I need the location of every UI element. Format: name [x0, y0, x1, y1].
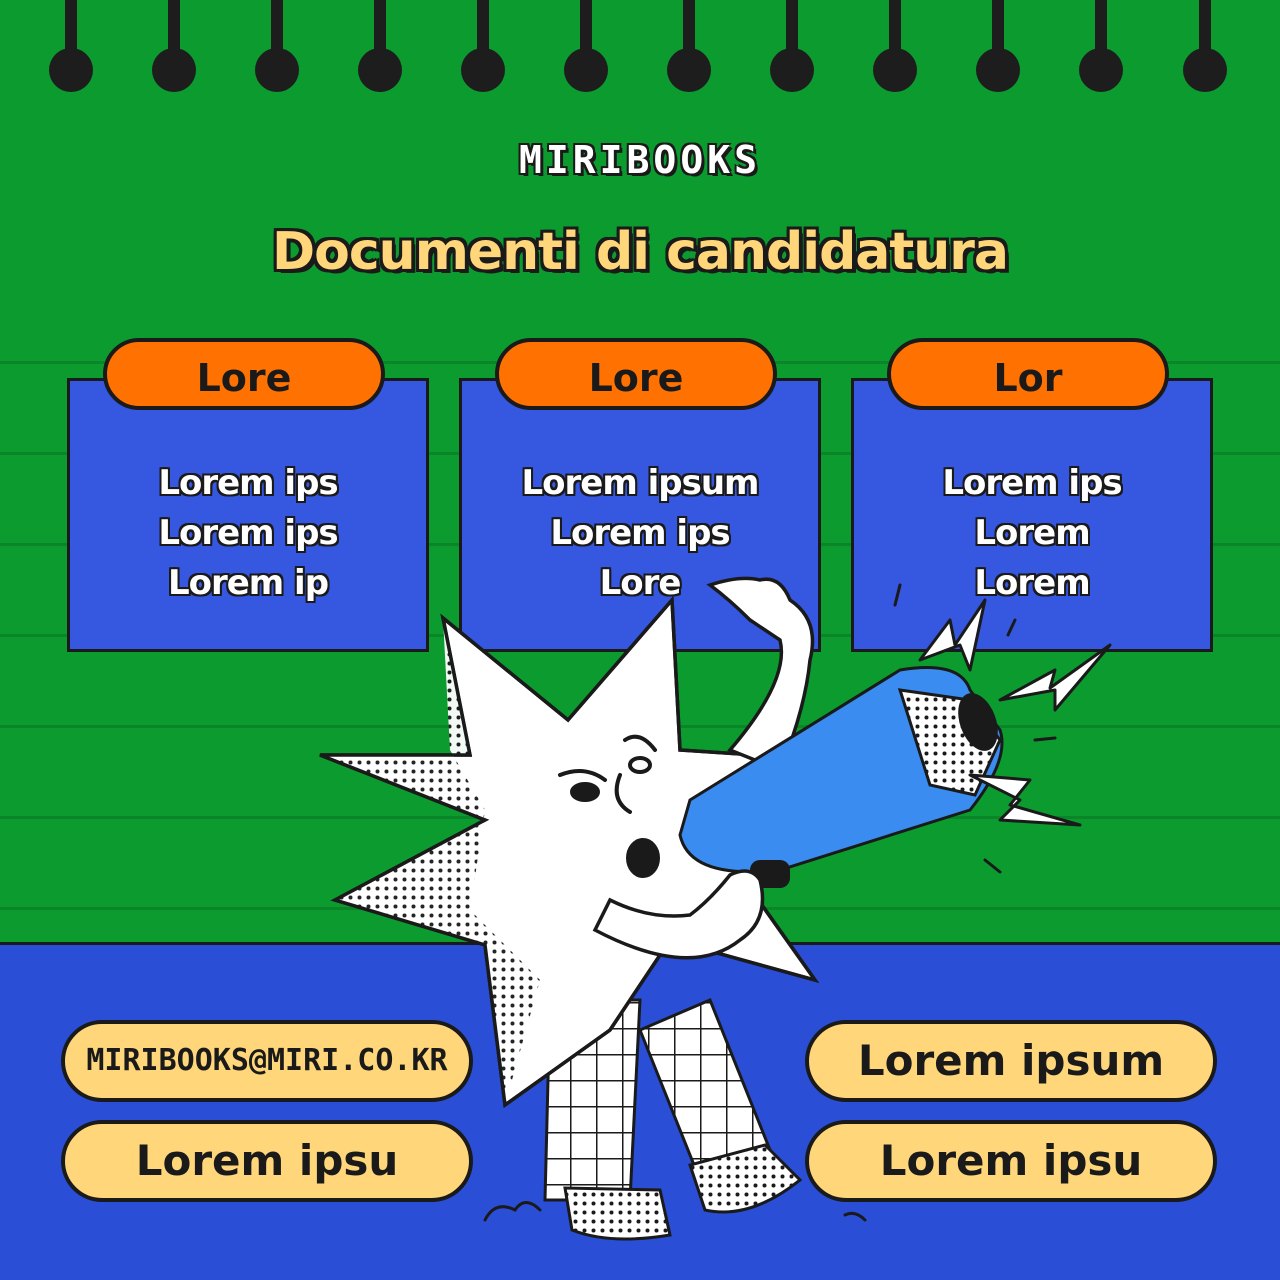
binder-ring-icon — [49, 0, 93, 92]
card-line: Lorem ips — [158, 513, 338, 553]
binder-ring-icon — [976, 0, 1020, 92]
contact-email-pill[interactable]: MIRIBOOKS@MIRI.CO.KR — [61, 1020, 473, 1102]
binder-ring-icon — [1183, 0, 1227, 92]
binder-ring-icon — [667, 0, 711, 92]
left-bottom-pill[interactable]: Lorem ipsu — [61, 1120, 473, 1202]
binder-ring-icon — [255, 0, 299, 92]
brand-logo: MIRIBOOKS — [519, 138, 761, 182]
card-line: Lorem — [974, 563, 1090, 603]
card-tab: Lore — [103, 338, 385, 410]
card-line: Lore — [599, 563, 681, 603]
right-top-pill[interactable]: Lorem ipsum — [805, 1020, 1217, 1102]
card-line: Lorem ips — [158, 463, 338, 503]
card-line: Lorem — [974, 513, 1090, 553]
binder-ring-icon — [358, 0, 402, 92]
megaphone-icon — [680, 668, 1005, 889]
card-line: Lorem ipsum — [521, 463, 759, 503]
binder-ring-icon — [564, 0, 608, 92]
page-title: Documenti di candidatura — [271, 222, 1009, 282]
card-tab: Lor — [887, 338, 1169, 410]
binder-ring-icon — [1079, 0, 1123, 92]
card-line: Lorem ip — [167, 563, 329, 603]
binder-ring-icon — [873, 0, 917, 92]
binder-ring-icon — [770, 0, 814, 92]
right-bottom-pill[interactable]: Lorem ipsu — [805, 1120, 1217, 1202]
binder-ring-icon — [152, 0, 196, 92]
card-line: Lorem ips — [942, 463, 1122, 503]
binder-ring-icon — [461, 0, 505, 92]
card-line: Lorem ips — [550, 513, 730, 553]
card-tab: Lore — [495, 338, 777, 410]
binder-rings — [0, 0, 1280, 100]
